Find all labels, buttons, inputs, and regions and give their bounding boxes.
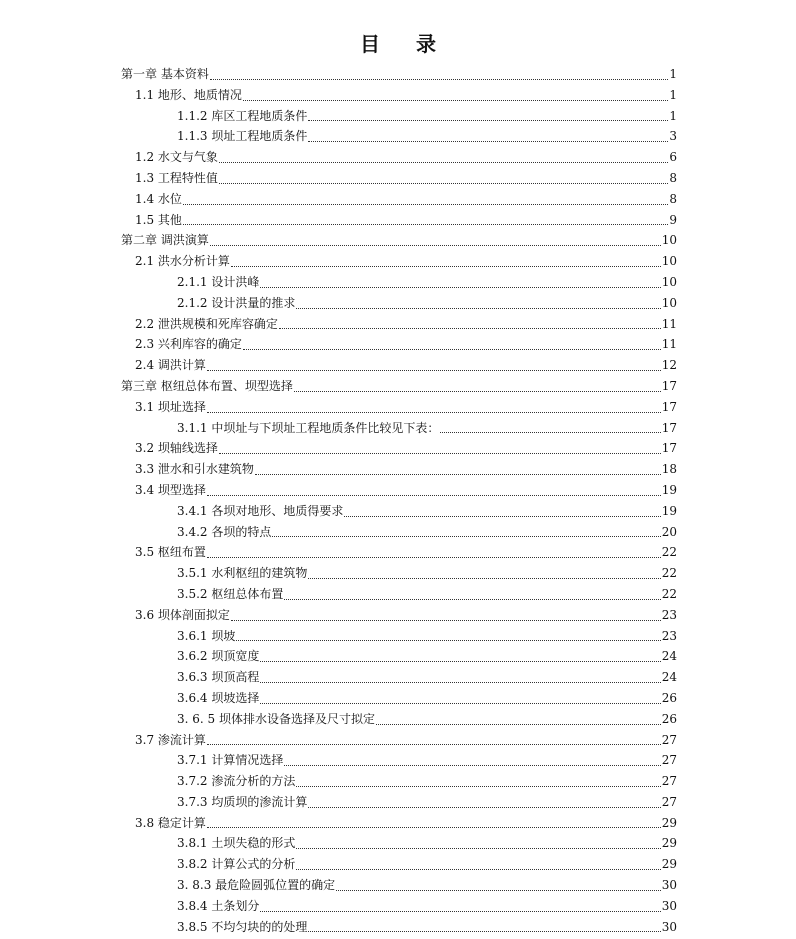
dot-leader (260, 691, 660, 704)
toc-entry[interactable] (121, 667, 677, 688)
dot-leader (207, 545, 661, 558)
dot-leader (376, 712, 661, 725)
toc-entry-label: 3.7.3 均质坝的渗流计算 (177, 794, 308, 809)
dot-leader (219, 441, 661, 454)
dot-leader (243, 88, 668, 101)
toc-entry[interactable] (121, 418, 677, 439)
toc-entry-page-number: 23 (661, 607, 677, 622)
toc-entry-page-number: 24 (661, 649, 677, 664)
toc-entry[interactable] (121, 251, 677, 272)
toc-entry[interactable] (121, 106, 677, 127)
toc-entry-page-number: 17 (661, 399, 677, 414)
toc-entry[interactable] (121, 626, 677, 647)
toc-entry-label: 3.8 稳定计算 (135, 815, 206, 830)
toc-entry-label: 3.5 枢纽布置 (135, 545, 206, 560)
toc-entry-page-number: 20 (661, 524, 677, 539)
toc-entry-page-number: 29 (661, 815, 677, 830)
toc-entry-page-number: 29 (661, 836, 677, 851)
toc-entry-label: 3.4 坝型选择 (135, 482, 206, 497)
dot-leader (255, 462, 661, 475)
toc-entry-label: 3.6.3 坝顶高程 (177, 670, 260, 685)
toc-entry-label: 2.3 兴利库容的确定 (135, 337, 242, 352)
toc-entry-label: 3.3 泄水和引水建筑物 (135, 462, 254, 477)
toc-entry[interactable] (121, 563, 677, 584)
toc-entry-label: 2.1 洪水分析计算 (135, 254, 230, 269)
toc-entry-label: 3.7.1 计算情况选择 (177, 753, 284, 768)
toc-entry-label: 第一章 基本资料 (121, 67, 209, 81)
dot-leader (296, 296, 660, 309)
toc-entry-label: 1.3 工程特性值 (135, 170, 218, 185)
toc-entry[interactable] (121, 376, 677, 397)
toc-entry[interactable] (121, 64, 677, 85)
toc-entry-page-number: 12 (661, 358, 677, 373)
toc-entry[interactable] (121, 813, 677, 834)
toc-entry-page-number: 10 (661, 274, 677, 289)
toc-entry[interactable] (121, 272, 677, 293)
toc-entry[interactable] (121, 584, 677, 605)
toc-entry[interactable] (121, 709, 677, 730)
toc-entry-page-number: 9 (669, 212, 677, 227)
toc-entry[interactable] (121, 522, 677, 543)
dot-leader (207, 732, 661, 745)
toc-entry[interactable] (121, 459, 677, 480)
toc-entry-label: 2.2 泄洪规模和死库容确定 (135, 316, 278, 331)
toc-entry-label: 3.2 坝轴线选择 (135, 441, 218, 456)
dot-leader (272, 524, 660, 537)
toc-entry-label: 3.5.1 水利枢纽的建筑物 (177, 566, 308, 581)
toc-entry-page-number: 1 (669, 87, 677, 102)
toc-entry-page-number: 26 (661, 690, 677, 705)
toc-entry[interactable] (121, 314, 677, 335)
toc-entry-page-number: 8 (669, 170, 677, 185)
dot-leader (294, 379, 661, 392)
toc-entry[interactable] (121, 688, 677, 709)
toc-entry-page-number: 11 (661, 337, 677, 352)
dot-leader (260, 670, 660, 683)
toc-entry-page-number: 10 (661, 233, 677, 248)
toc-entry-page-number: 27 (661, 794, 677, 809)
toc-entry-label: 3.1 坝址选择 (135, 399, 206, 414)
toc-entry[interactable] (121, 792, 677, 813)
dot-leader (308, 795, 660, 808)
toc-entry-label: 3.6.2 坝顶宽度 (177, 649, 260, 664)
toc-entry-label: 3.4.2 各坝的特点 (177, 524, 272, 539)
toc-entry-page-number: 1 (669, 108, 677, 123)
toc-entry-label: 第三章 枢纽总体布置、坝型选择 (121, 378, 293, 393)
toc-entry-page-number: 23 (661, 628, 677, 643)
toc-entry-label: 2.1.1 设计洪峰 (177, 274, 260, 289)
dot-leader (219, 150, 668, 163)
table-of-contents (121, 64, 677, 937)
toc-entry-label: 3.7.2 渗流分析的方法 (177, 774, 296, 789)
dot-leader (284, 587, 660, 600)
toc-entry[interactable] (121, 875, 677, 896)
dot-leader (219, 171, 668, 184)
toc-entry-page-number: 18 (661, 462, 677, 477)
dot-leader (231, 254, 661, 267)
toc-entry[interactable] (121, 646, 677, 667)
toc-entry-page-number: 29 (661, 857, 677, 872)
dot-leader (440, 420, 660, 433)
toc-entry[interactable] (121, 501, 677, 522)
toc-entry[interactable] (121, 189, 677, 210)
toc-entry-label: 3.5.2 枢纽总体布置 (177, 586, 284, 601)
toc-entry-label: 3.1.1 中坝址与下坝址工程地质条件比较见下表： (177, 420, 440, 435)
dot-leader (260, 899, 660, 912)
toc-entry-page-number: 27 (661, 774, 677, 789)
toc-entry-page-number: 22 (661, 566, 677, 581)
dot-leader (207, 400, 661, 413)
toc-entry-label: 2.4 调洪计算 (135, 358, 206, 373)
toc-entry-page-number: 30 (661, 919, 677, 934)
toc-entry[interactable] (121, 480, 677, 501)
toc-entry[interactable] (121, 542, 677, 563)
toc-entry[interactable] (121, 230, 677, 251)
toc-entry-page-number: 27 (661, 753, 677, 768)
toc-entry[interactable] (121, 730, 677, 751)
toc-entry-label: 3.6.1 坝坡 (177, 628, 236, 643)
dot-leader (296, 774, 660, 787)
dot-leader (336, 878, 661, 891)
toc-entry-label: 3.8.1 土坝失稳的形式 (177, 836, 296, 851)
dot-leader (231, 608, 661, 621)
dot-leader (279, 316, 661, 329)
toc-entry[interactable] (121, 896, 677, 917)
toc-entry-label: 2.1.2 设计洪量的推求 (177, 295, 296, 310)
toc-entry[interactable] (121, 210, 677, 231)
dot-leader (183, 212, 668, 225)
toc-entry-page-number: 17 (661, 441, 677, 456)
toc-entry-page-number: 6 (669, 150, 677, 165)
toc-entry-page-number: 22 (661, 586, 677, 601)
dot-leader (296, 836, 660, 849)
toc-entry[interactable] (121, 397, 677, 418)
toc-entry[interactable] (121, 355, 677, 376)
toc-entry-label: 3.8.4 土条划分 (177, 898, 260, 913)
toc-entry[interactable] (121, 750, 677, 771)
dot-leader (260, 649, 660, 662)
toc-entry-label: 1.5 其他 (135, 212, 182, 227)
toc-entry-page-number: 19 (661, 503, 677, 518)
dot-leader (236, 628, 660, 641)
toc-entry[interactable] (121, 126, 677, 147)
toc-entry-label: 1.1 地形、地质情况 (135, 87, 242, 102)
toc-entry[interactable] (121, 917, 677, 938)
toc-entry[interactable] (121, 854, 677, 875)
dot-leader (207, 358, 661, 371)
toc-entry-page-number: 22 (661, 545, 677, 560)
dot-leader (296, 857, 660, 870)
dot-leader (183, 192, 668, 205)
toc-entry[interactable] (121, 334, 677, 355)
toc-entry-label: 3.8.5 不均匀块的的处理 (177, 919, 308, 934)
toc-entry[interactable] (121, 833, 677, 854)
dot-leader (308, 566, 660, 579)
toc-entry-label: 3. 8.3 最危险圆弧位置的确定 (177, 878, 336, 893)
toc-entry-page-number: 10 (661, 295, 677, 310)
dot-leader (210, 67, 668, 80)
toc-entry-page-number: 30 (661, 878, 677, 893)
toc-entry-label: 第二章 调洪演算 (121, 233, 209, 248)
toc-entry[interactable] (121, 147, 677, 168)
toc-entry-page-number: 3 (669, 129, 677, 144)
toc-entry-page-number: 1 (669, 67, 677, 81)
dot-leader (308, 919, 660, 932)
toc-entry-page-number: 17 (661, 378, 677, 393)
dot-leader (284, 753, 660, 766)
dot-leader (210, 233, 661, 246)
dot-leader (308, 108, 668, 121)
toc-entry-label: 3.6.4 坝坡选择 (177, 690, 260, 705)
toc-entry-page-number: 26 (661, 711, 677, 726)
toc-entry-label: 3.4.1 各坝对地形、地质得要求 (177, 503, 344, 518)
toc-entry[interactable] (121, 85, 677, 106)
toc-entry-label: 1.2 水文与气象 (135, 150, 218, 165)
toc-entry-page-number: 8 (669, 191, 677, 206)
dot-leader (207, 815, 661, 828)
toc-entry-page-number: 27 (661, 732, 677, 747)
dot-leader (344, 504, 660, 517)
toc-entry-page-number: 30 (661, 898, 677, 913)
dot-leader (308, 129, 668, 142)
toc-entry-label: 3.6 坝体剖面拟定 (135, 607, 230, 622)
toc-entry-label: 1.4 水位 (135, 191, 182, 206)
toc-entry[interactable] (121, 168, 677, 189)
toc-title: 目录 (360, 32, 472, 56)
toc-entry[interactable] (121, 438, 677, 459)
toc-entry-label: 1.1.3 坝址工程地质条件 (177, 129, 308, 144)
toc-entry-page-number: 17 (661, 420, 677, 435)
toc-entry[interactable] (121, 293, 677, 314)
toc-entry-page-number: 10 (661, 254, 677, 269)
toc-entry-label: 1.1.2 库区工程地质条件 (177, 108, 308, 123)
toc-entry[interactable] (121, 771, 677, 792)
dot-leader (260, 275, 660, 288)
toc-entry-page-number: 19 (661, 482, 677, 497)
toc-entry-label: 3. 6. 5 坝体排水设备选择及尺寸拟定 (177, 711, 375, 726)
dot-leader (243, 337, 661, 350)
toc-entry-label: 3.7 渗流计算 (135, 732, 206, 747)
dot-leader (207, 483, 661, 496)
toc-entry-page-number: 24 (661, 670, 677, 685)
toc-entry[interactable] (121, 605, 677, 626)
toc-entry-page-number: 11 (661, 316, 677, 331)
toc-entry-label: 3.8.2 计算公式的分析 (177, 857, 296, 872)
